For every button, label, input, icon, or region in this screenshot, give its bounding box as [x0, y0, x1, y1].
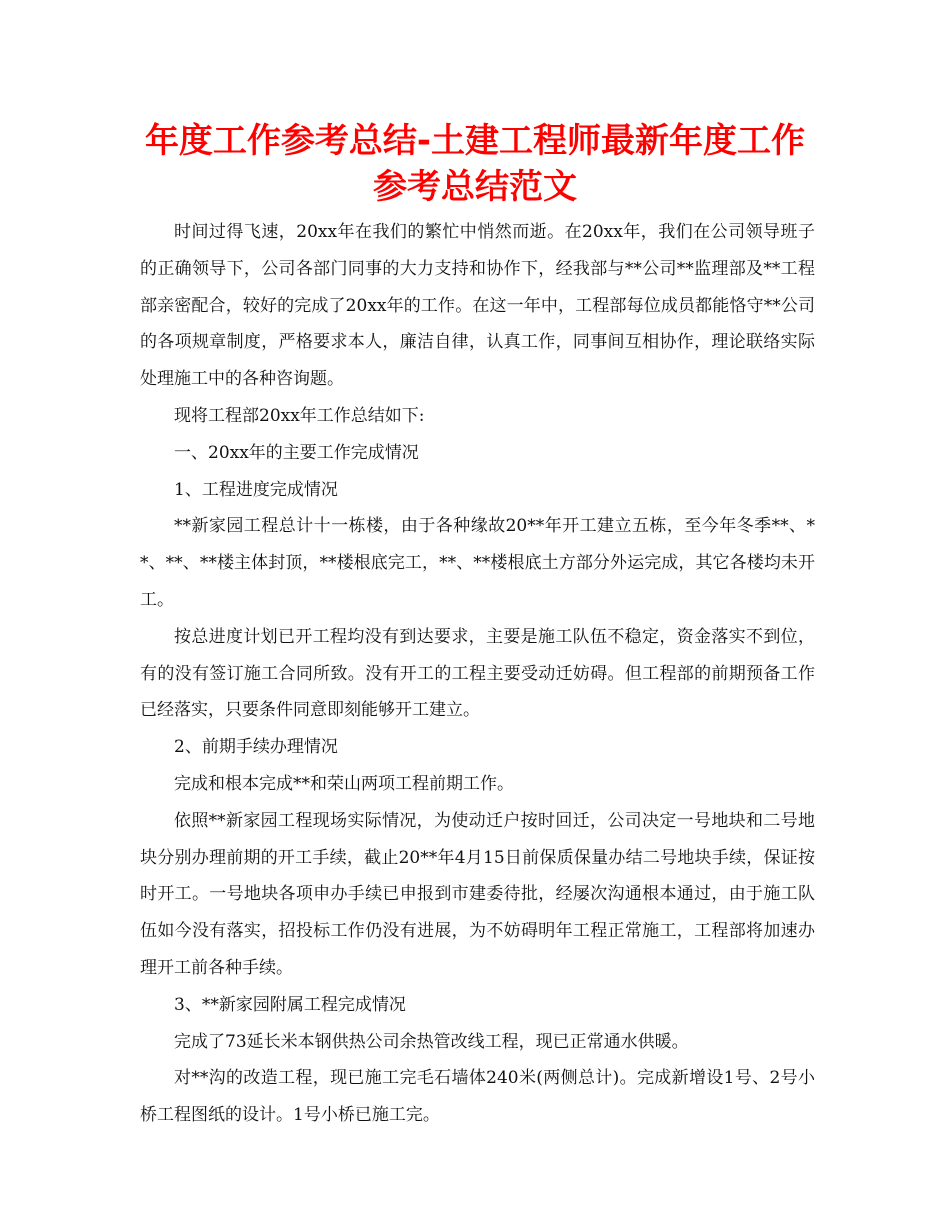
subsection-heading: 2、前期手续办理情况	[174, 737, 338, 758]
subsection-heading: 3、**新家园附属工程完成情况	[174, 994, 406, 1015]
paragraph: 依照**新家园工程现场实际情况，为使动迁户按时回迁，公司决定一号地块和二号地块分别办理前期的开工手续，截止20**年4月15日前保质保量办结二号地块手续，保证按时开工。一号地块各项申办手续已申报到市建委待批，经屡次沟通根本通过，由于施工队伍如今没有落实，招投标工作仍没有进展，为不妨碍明年工程正常施工，工程部将加速办理开工前各种手续。	[140, 810, 815, 978]
paragraph: 对**沟的改造工程，现已施工完毛石墙体240米(两侧总计)。完成新增设1号、2号小桥工程图纸的设计。1号小桥已施工完。	[140, 1068, 815, 1126]
paragraph: 完成和根本完成**和荣山两项工程前期工作。	[174, 773, 514, 794]
paragraph: 时间过得飞速，20xx年在我们的繁忙中悄然而逝。在20xx年，我们在公司领导班子的正确领导下，公司各部门同事的大力支持和协作下，经我部与**公司**监理部及**工程部亲密配合，较好的完成了20xx年的工作。在这一年中，工程部每位成员都能恪守**公司的各项规章制度，严格要求本人，廉洁自律，认真工作，同事间互相协作，理论联络实际处理施工中的各种咨询题。	[140, 222, 815, 390]
document-title: 年度工作参考总结-土建工程师最新年度工作参考总结范文	[144, 121, 806, 207]
paragraph: **新家园工程总计十一栋楼，由于各种缘故20**年开工建立五栋，至今年冬季**、**、**、**楼主体封顶，**楼根底完工，**、**楼根底土方部分外运完成，其它各楼均未开工。	[140, 516, 815, 610]
section-heading: 一、20xx年的主要工作完成情况	[174, 442, 419, 463]
paragraph: 完成了73延长米本钢供热公司余热管改线工程，现已正常通水供暖。	[174, 1031, 689, 1052]
paragraph: 现将工程部20xx年工作总结如下:	[174, 405, 425, 426]
paragraph: 按总进度计划已开工程均没有到达要求，主要是施工队伍不稳定，资金落实不到位，有的没有签订施工合同所致。没有开工的工程主要受动迁妨碍。但工程部的前期预备工作已经落实，只要条件同意即刻能够开工建立。	[140, 626, 815, 721]
document-body	[140, 214, 815, 1134]
subsection-heading: 1、工程进度完成情况	[174, 479, 338, 500]
